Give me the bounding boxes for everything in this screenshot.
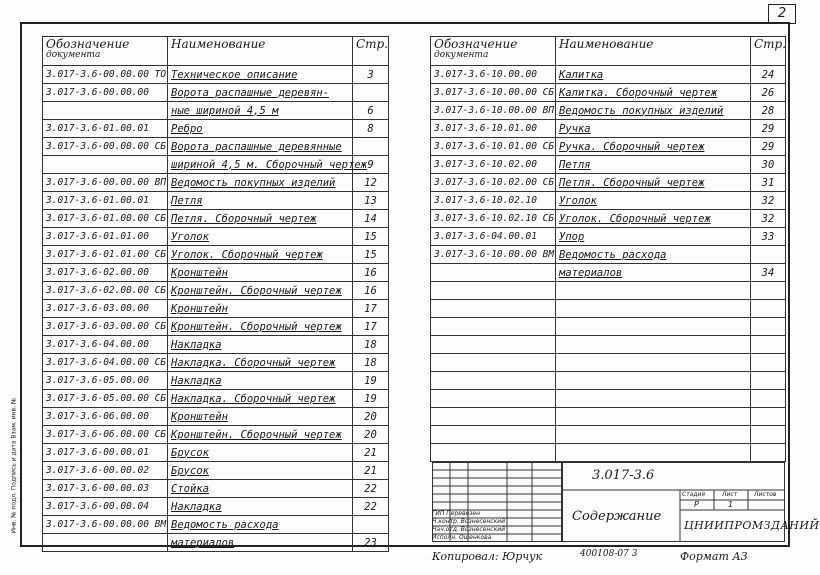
doc-code-cell: 3.017-3.6-01.00.01: [43, 192, 168, 210]
doc-code-cell: 3.017-3.6-10.00.00: [431, 66, 556, 84]
page-cell: [751, 336, 786, 354]
doc-name-cell: [556, 300, 751, 318]
doc-name-cell: Петля: [168, 192, 353, 210]
table-row: [43, 192, 389, 210]
doc-name-cell: Ребро: [168, 120, 353, 138]
doc-code-cell: 3.017-3.6-02.00.00 СБ: [43, 282, 168, 300]
table-row: [43, 480, 389, 498]
sheet-label: Лист: [722, 491, 738, 498]
page-header: Стр.: [751, 37, 786, 66]
name-header: Наименование: [556, 37, 751, 66]
page-number: 2: [768, 4, 796, 24]
page-cell: 19: [353, 390, 389, 408]
page-cell: 32: [751, 210, 786, 228]
table-row: [431, 174, 786, 192]
page-cell: 32: [751, 192, 786, 210]
doc-code-cell: [431, 444, 556, 462]
doc-name-cell: Ведомость расхода: [556, 246, 751, 264]
doc-code-cell: [43, 102, 168, 120]
doc-name-cell: Кронштейн. Сборочный чертеж: [168, 318, 353, 336]
page-cell: 16: [353, 264, 389, 282]
table-row: [43, 408, 389, 426]
table-row: [431, 426, 786, 444]
table-row: [431, 66, 786, 84]
doc-name-cell: Калитка: [556, 66, 751, 84]
page-cell: 24: [751, 66, 786, 84]
doc-name-cell: Уголок: [168, 228, 353, 246]
table-header: [431, 37, 786, 66]
table-row: [43, 66, 389, 84]
doc-name-cell: [556, 444, 751, 462]
doc-name-cell: Накладка. Сборочный чертеж: [168, 390, 353, 408]
table-header: [43, 37, 389, 66]
doc-name-cell: Ведомость покупных изделий: [168, 174, 353, 192]
stage-label: Стадия: [682, 491, 706, 498]
stage-value: Р: [694, 500, 699, 509]
doc-name-cell: Кронштейн. Сборочный чертеж: [168, 426, 353, 444]
page-cell: [751, 300, 786, 318]
page-cell: 20: [353, 426, 389, 444]
page-cell: 21: [353, 444, 389, 462]
doc-code-cell: [431, 390, 556, 408]
right-contents-table: [430, 36, 786, 462]
doc-name-cell: Накладка. Сборочный чертеж: [168, 354, 353, 372]
doc-code-cell: 3.017-3.6-06.00.00 СБ: [43, 426, 168, 444]
table-row: [431, 372, 786, 390]
doc-code-cell: 3.017-3.6-10.02.00 СБ: [431, 174, 556, 192]
page-cell: 6: [353, 102, 389, 120]
page-cell: 29: [751, 120, 786, 138]
signature-row: Исполн. Ошенкова: [432, 534, 492, 541]
table-row: [431, 138, 786, 156]
doc-name-cell: Накладка: [168, 498, 353, 516]
table-row: [43, 228, 389, 246]
doc-code-cell: 3.017-3.6-00.00.04: [43, 498, 168, 516]
title-block: [432, 462, 820, 542]
page-cell: 8: [353, 120, 389, 138]
table-row: [43, 156, 389, 174]
doc-code-cell: 3.017-3.6-01.00.00 СБ: [43, 210, 168, 228]
page-cell: [353, 84, 389, 102]
table-row: [43, 516, 389, 534]
doc-code-cell: 3.017-3.6-10.00.00 СБ: [431, 84, 556, 102]
page-cell: 21: [353, 462, 389, 480]
table-row: [43, 426, 389, 444]
sheets-label: Листов: [754, 491, 777, 498]
doc-code-cell: 3.017-3.6-01.01.00 СБ: [43, 246, 168, 264]
table-row: [43, 282, 389, 300]
table-row: [43, 300, 389, 318]
doc-code-cell: 3.017-3.6-10.01.00: [431, 120, 556, 138]
page-header: Стр.: [353, 37, 389, 66]
doc-code-cell: 3.017-3.6-01.00.01: [43, 120, 168, 138]
doc-name-cell: Ручка: [556, 120, 751, 138]
signature-row: Нач.отд. Вознесенский: [432, 526, 505, 533]
table-row: [43, 372, 389, 390]
table-row: [431, 120, 786, 138]
doc-code-cell: [431, 426, 556, 444]
signature-row: Н.контр. Вознесенский: [432, 518, 505, 525]
doc-name-cell: Уголок: [556, 192, 751, 210]
doc-code-cell: 3.017-3.6-02.00.00: [43, 264, 168, 282]
doc-name-cell: Петля. Сборочный чертеж: [168, 210, 353, 228]
table-row: [43, 336, 389, 354]
page-cell: 34: [751, 264, 786, 282]
page-cell: 23: [353, 534, 389, 552]
doc-code-cell: [431, 354, 556, 372]
doc-code-cell: 3.017-3.6-00.00.00 СБ: [43, 138, 168, 156]
doc-code-cell: 3.017-3.6-03.00.00 СБ: [43, 318, 168, 336]
table-row: [431, 444, 786, 462]
doc-code-cell: 3.017-3.6-05.00.00 СБ: [43, 390, 168, 408]
inventory-number: 400108-07 3: [580, 549, 638, 559]
page-cell: 15: [353, 228, 389, 246]
doc-name-cell: Накладка: [168, 372, 353, 390]
organization: ЦНИИПРОМЗДАНИЙ: [684, 519, 820, 532]
doc-name-cell: Накладка: [168, 336, 353, 354]
doc-code-cell: [43, 156, 168, 174]
doc-name-cell: Ручка. Сборочный чертеж: [556, 138, 751, 156]
doc-name-cell: Петля: [556, 156, 751, 174]
table-row: [431, 354, 786, 372]
table-row: [43, 138, 389, 156]
table-row: [43, 462, 389, 480]
doc-name-cell: [556, 408, 751, 426]
doc-name-cell: [556, 372, 751, 390]
doc-name-cell: Ведомость расхода: [168, 516, 353, 534]
doc-name-cell: Уголок. Сборочный чертеж: [556, 210, 751, 228]
page-cell: 28: [751, 102, 786, 120]
doc-code-cell: 3.017-3.6-10.02.00: [431, 156, 556, 174]
page-cell: 3: [353, 66, 389, 84]
table-row: [431, 102, 786, 120]
doc-name-cell: Ворота распашные деревян-: [168, 84, 353, 102]
table-row: [43, 354, 389, 372]
page-cell: 16: [353, 282, 389, 300]
doc-code-cell: 3.017-3.6-03.00.00: [43, 300, 168, 318]
table-row: [431, 300, 786, 318]
page-cell: [751, 318, 786, 336]
table-row: [431, 228, 786, 246]
doc-name-cell: Брусок: [168, 462, 353, 480]
copied-by: Копировал: Юрчук: [432, 550, 543, 563]
page-cell: 31: [751, 174, 786, 192]
doc-name-cell: шириной 4,5 м. Сборочный чертеж: [168, 156, 353, 174]
table-row: [431, 408, 786, 426]
doc-name-cell: Кронштейн: [168, 264, 353, 282]
doc-code-cell: [431, 264, 556, 282]
doc-name-cell: Кронштейн: [168, 408, 353, 426]
signature-row: ГИП Перевезен: [432, 510, 480, 517]
table-row: [431, 390, 786, 408]
table-row: [43, 174, 389, 192]
doc-name-cell: Кронштейн. Сборочный чертеж: [168, 282, 353, 300]
doc-code-cell: 3.017-3.6-00.00.01: [43, 444, 168, 462]
table-row: [431, 318, 786, 336]
doc-code-cell: 3.017-3.6-00.00.00 ВМ: [43, 516, 168, 534]
designation-header: Обозначение документа: [43, 37, 168, 66]
page-cell: [751, 426, 786, 444]
side-note: Инв. № подл. Подпись и дата Взам. инв. №: [10, 397, 18, 534]
doc-code-cell: 3.017-3.6-04.00.00 СБ: [43, 354, 168, 372]
page-cell: [751, 354, 786, 372]
page-cell: [353, 138, 389, 156]
table-row: [43, 390, 389, 408]
table-row: [43, 120, 389, 138]
doc-code-cell: 3.017-3.6-04.00.00: [43, 336, 168, 354]
table-row: [43, 102, 389, 120]
doc-name-cell: [556, 282, 751, 300]
doc-code-cell: [431, 282, 556, 300]
doc-code-cell: 3.017-3.6-05.00.00: [43, 372, 168, 390]
doc-code-cell: 3.017-3.6-10.00.00 ВП: [431, 102, 556, 120]
page-cell: 14: [353, 210, 389, 228]
table-row: [43, 534, 389, 552]
table-row: [43, 264, 389, 282]
doc-name-cell: [556, 336, 751, 354]
page-cell: 29: [751, 138, 786, 156]
doc-name-cell: Упор: [556, 228, 751, 246]
page-cell: 9: [353, 156, 389, 174]
doc-name-cell: Калитка. Сборочный чертеж: [556, 84, 751, 102]
table-row: [431, 192, 786, 210]
doc-code-cell: [431, 300, 556, 318]
table-row: [43, 246, 389, 264]
page-cell: 13: [353, 192, 389, 210]
doc-name-cell: ные шириной 4,5 м: [168, 102, 353, 120]
table-row: [431, 156, 786, 174]
page-cell: 33: [751, 228, 786, 246]
doc-name-cell: Стойка: [168, 480, 353, 498]
table-row: [43, 210, 389, 228]
page-cell: 22: [353, 480, 389, 498]
doc-code-cell: [431, 318, 556, 336]
doc-code-cell: [431, 336, 556, 354]
table-row: [431, 210, 786, 228]
page-cell: 22: [353, 498, 389, 516]
page-cell: 17: [353, 318, 389, 336]
format-label: Формат А3: [680, 550, 748, 563]
doc-name-cell: Техническое описание: [168, 66, 353, 84]
table-row: [43, 318, 389, 336]
table-row: [431, 282, 786, 300]
doc-name-cell: материалов: [168, 534, 353, 552]
doc-code-cell: [43, 534, 168, 552]
doc-name-cell: [556, 426, 751, 444]
table-row: [431, 246, 786, 264]
table-row: [431, 264, 786, 282]
page-cell: 19: [353, 372, 389, 390]
page-cell: 26: [751, 84, 786, 102]
table-row: [43, 84, 389, 102]
page-cell: 18: [353, 336, 389, 354]
doc-title: Содержание: [572, 509, 662, 524]
doc-code-cell: [431, 408, 556, 426]
doc-code-cell: [431, 372, 556, 390]
name-header: Наименование: [168, 37, 353, 66]
doc-name-cell: Брусок: [168, 444, 353, 462]
doc-name-cell: [556, 390, 751, 408]
doc-code-cell: 3.017-3.6-04.00.01: [431, 228, 556, 246]
page-cell: 17: [353, 300, 389, 318]
doc-code-cell: 3.017-3.6-06.00.00: [43, 408, 168, 426]
side-strip: [4, 380, 18, 540]
table-row: [431, 336, 786, 354]
doc-code-cell: 3.017-3.6-00.00.02: [43, 462, 168, 480]
doc-name-cell: материалов: [556, 264, 751, 282]
page-cell: 18: [353, 354, 389, 372]
sheet-value: 1: [728, 500, 734, 509]
page-cell: 20: [353, 408, 389, 426]
doc-code-cell: 3.017-3.6-00.00.00 ТО: [43, 66, 168, 84]
doc-code-cell: 3.017-3.6-00.00.00: [43, 84, 168, 102]
table-row: [43, 498, 389, 516]
table-row: [431, 84, 786, 102]
page-cell: [751, 408, 786, 426]
left-contents-table: [42, 36, 389, 552]
doc-name-cell: Петля. Сборочный чертеж: [556, 174, 751, 192]
doc-code-cell: 3.017-3.6-10.00.00 ВМ: [431, 246, 556, 264]
doc-name-cell: [556, 318, 751, 336]
doc-code-cell: 3.017-3.6-01.01.00: [43, 228, 168, 246]
page-cell: 15: [353, 246, 389, 264]
page-cell: [751, 390, 786, 408]
page-cell: [751, 246, 786, 264]
page-cell: 30: [751, 156, 786, 174]
doc-name-cell: Кронштейн: [168, 300, 353, 318]
doc-name-cell: Уголок. Сборочный чертеж: [168, 246, 353, 264]
page-cell: [353, 516, 389, 534]
page-cell: [751, 282, 786, 300]
doc-code-cell: 3.017-3.6-00.00.00 ВП: [43, 174, 168, 192]
page-cell: 12: [353, 174, 389, 192]
page-cell: [751, 444, 786, 462]
table-row: [43, 444, 389, 462]
page-cell: [751, 372, 786, 390]
doc-code-cell: 3.017-3.6-00.00.03: [43, 480, 168, 498]
doc-name-cell: Ворота распашные деревянные: [168, 138, 353, 156]
doc-code-cell: 3.017-3.6-10.02.10: [431, 192, 556, 210]
doc-name-cell: [556, 354, 751, 372]
doc-code: 3.017-3.6: [592, 468, 655, 483]
doc-code-cell: 3.017-3.6-10.01.00 СБ: [431, 138, 556, 156]
doc-code-cell: 3.017-3.6-10.02.10 СБ: [431, 210, 556, 228]
designation-header: Обозначение документа: [431, 37, 556, 66]
doc-name-cell: Ведомость покупных изделий: [556, 102, 751, 120]
